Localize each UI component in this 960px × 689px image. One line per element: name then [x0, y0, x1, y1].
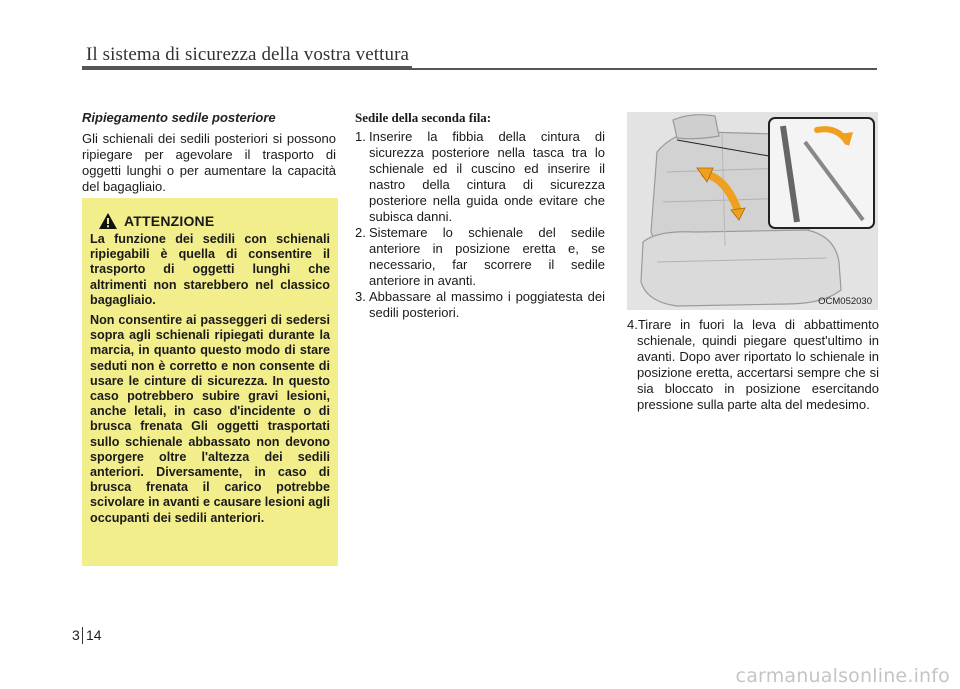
rear-seat-drawing	[627, 112, 878, 310]
warning-triangle-icon	[98, 212, 118, 230]
header-rule-thick	[82, 66, 412, 70]
left-column	[82, 110, 336, 195]
step-item: 1. Inserire la fibbia della cintura di sicurezza posteriore nella tasca tra lo schienale ed il cuscino ed inserire il nastro della cintura di sicurezza posteriore nella guida onde evitare che subisca danni.	[355, 129, 605, 224]
warning-header	[98, 212, 330, 230]
warning-title: ATTENZIONE	[124, 213, 215, 229]
warning-paragraph-2: Non consentire ai passeggeri di sedersi sopra agli schienali ripiegati durante la marcia, in quanto questo modo di stare seduti non è corretto e non consente di usare le cinture di sicurezza. In questo caso potrebbero subire gravi lesioni, anche letali, in caso d'incidente o di brusca frenata Gli oggetti trasportati sullo schienale abbassato non devono sporgere oltre l'altezza dei sedili anteriori. Diversamente, in caso di brusca frenata il carico potrebbe scivolare in avanti e causare lesioni agli occupanti dei sedili anteriori.	[90, 313, 330, 525]
page-number-divider	[82, 627, 83, 644]
right-column	[627, 317, 879, 413]
step-item: 2. Sistemare lo schienale del sedile anteriore in posizione eretta e, se necessario, far scorrere il sedile anteriore in avanti.	[355, 225, 605, 288]
step-item: 3. Abbassare al massimo i poggiatesta dei sedili posteriori.	[355, 289, 605, 320]
page-number: 14	[86, 627, 102, 643]
section-title: Ripiegamento sedile posteriore	[82, 110, 276, 125]
second-row-subheading: Sedile della seconda fila:	[355, 110, 492, 125]
page-header-title: Il sistema di sicurezza della vostra vettura	[86, 44, 410, 65]
chapter-number: 3	[72, 627, 80, 643]
header-rule-thin	[412, 68, 877, 70]
warning-paragraph-1: La funzione dei sedili con schienali ripiegabili è quella di consentire il trasporto di oggetti lunghi che altrimenti non starebbero nel classico bagagliaio.	[90, 232, 330, 307]
figure-caption: OCM052030	[818, 296, 872, 307]
warning-box	[82, 198, 338, 566]
watermark: carmanualsonline.info	[735, 665, 950, 687]
intro-paragraph: Gli schienali dei sedili posteriori si possono ripiegare per agevolare il trasporto di oggetti lunghi o per aumentare la capacità del bagagliaio.	[82, 131, 336, 194]
steps-list	[355, 129, 605, 321]
middle-column	[355, 110, 605, 321]
step-4-paragraph: 4.Tirare in fuori la leva di abbattimento schienale, quindi piegare quest'ultimo in avanti. Dopo aver riportato lo schienale in posizione eretta, accertarsi sempre che si sia bloccato in posizione esercitando pressione sulla parte alta del medesimo.	[627, 317, 879, 412]
seat-illustration	[627, 112, 878, 310]
